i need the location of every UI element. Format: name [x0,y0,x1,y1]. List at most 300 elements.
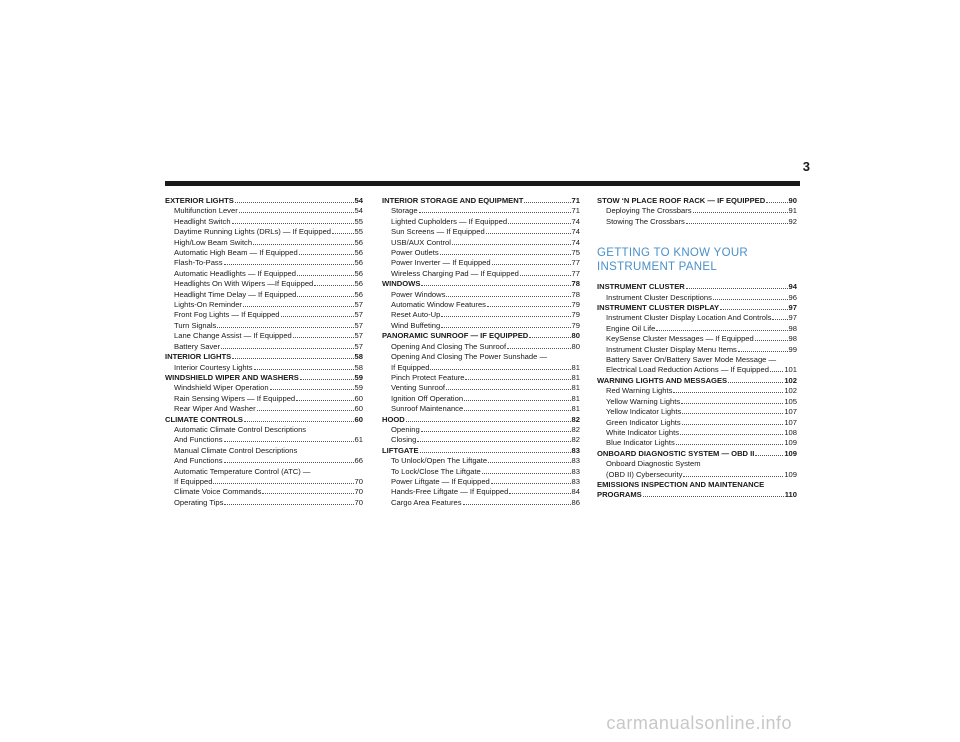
toc-entry-label: Rear Wiper And Washer [174,404,256,414]
toc-entry[interactable] [165,394,363,404]
toc-entry-label: Automatic High Beam — If Equipped [174,248,298,258]
toc-page-number: 79 [571,310,580,320]
toc-entry-continued[interactable] [165,446,363,456]
toc-page-number: 77 [571,268,580,278]
toc-entry[interactable] [597,438,797,448]
toc-leader-dots [508,223,570,224]
toc-page-number: 78 [571,279,580,289]
toc-entry[interactable] [597,206,797,216]
toc-entry[interactable] [382,310,580,320]
toc-entry-label: Power Outlets [391,248,439,258]
toc-leader-dots [440,254,571,255]
toc-page-number: 60 [354,393,363,403]
toc-entry[interactable] [382,477,580,487]
toc-entry-label: Electrical Load Reduction Actions — If Equipped [606,365,769,375]
toc-page-number: 86 [571,497,580,507]
toc-entry[interactable] [597,407,797,417]
toc-page-number: 83 [571,445,580,455]
toc-leader-dots [235,202,354,203]
toc-entry[interactable] [597,334,797,344]
toc-entry-label: To Lock/Close The Liftgate [391,466,481,476]
toc-entry-label: INTERIOR STORAGE AND EQUIPMENT [382,196,524,205]
toc-page-number: 109 [784,438,797,448]
toc-entry[interactable] [382,487,580,497]
toc-entry-label: Opening And Closing The Power Sunshade — [391,352,548,362]
toc-leader-dots [446,296,570,297]
toc-entry[interactable] [597,345,797,355]
toc-entry-label: CLIMATE CONTROLS [165,414,243,424]
toc-leader-dots [509,493,570,494]
toc-leader-dots [314,285,353,286]
toc-section-entry[interactable] [597,196,797,206]
toc-entry-label: Reset Auto-Up [391,310,441,320]
toc-entry-label: Climate Voice Commands [174,487,262,497]
toc-entry-label: Deploying The Crossbars [606,206,692,216]
toc-entry-label: Battery Saver [174,341,221,351]
toc-entry[interactable] [165,217,363,227]
toc-entry[interactable] [165,331,363,341]
toc-leader-dots [254,369,354,370]
toc-page-number: 56 [354,248,363,258]
toc-column-2 [382,196,580,508]
toc-page-number: 105 [784,396,797,406]
toc-entry-label: PANORAMIC SUNROOF — IF EQUIPPED [382,331,529,341]
toc-entry[interactable] [165,258,363,268]
toc-section-entry[interactable] [165,352,363,362]
toc-leader-dots [213,483,353,484]
toc-entry-continued[interactable] [597,459,797,469]
toc-entry[interactable] [165,227,363,237]
toc-entry-label: Lane Change Assist — If Equipped [174,331,292,341]
toc-page-number: 57 [354,300,363,310]
toc-page-number: 56 [354,258,363,268]
toc-page-number: 71 [571,196,580,205]
toc-page-number: 57 [354,331,363,341]
toc-entry-label: And Functions [174,456,223,466]
toc-page-number: 82 [571,414,580,424]
toc-entry-label: Yellow Indicator Lights [606,407,682,417]
toc-page-number: 109 [784,469,797,479]
toc-entry-label: Headlights On With Wipers —If Equipped [174,279,314,289]
toc-page-number: 83 [571,466,580,476]
toc-entry-label: Flash-To-Pass [174,258,223,268]
toc-entry-continued[interactable] [165,467,363,477]
toc-leader-dots [224,462,354,463]
toc-entry[interactable] [382,456,580,466]
toc-entry-label: Wind Buffeting [391,320,441,330]
toc-leader-dots [766,202,787,203]
toc-entry[interactable] [597,324,797,334]
toc-entry-label: Lights-On Reminder [174,300,242,310]
toc-entry-continued[interactable] [597,355,797,365]
toc-leader-dots [281,316,354,317]
toc-entry[interactable] [165,435,363,445]
page-number: 3 [802,159,810,174]
toc-entry[interactable] [165,487,363,497]
toc-page-number: 70 [354,476,363,486]
toc-page-number: 74 [571,227,580,237]
toc-entry[interactable] [165,248,363,258]
toc-column-3-top [597,196,797,227]
toc-leader-dots [441,316,570,317]
toc-leader-dots [406,421,571,422]
toc-leader-dots [232,358,353,359]
toc-entry-label: INSTRUMENT CLUSTER [597,282,685,292]
toc-page-number: 91 [788,206,797,216]
toc-entry[interactable] [165,321,363,331]
toc-entry[interactable] [597,428,797,438]
toc-entry[interactable] [165,456,363,466]
toc-leader-dots [656,330,787,331]
toc-entry-label: Headlight Time Delay — If Equipped [174,289,297,299]
toc-leader-dots [680,434,783,435]
toc-page-number: 81 [571,372,580,382]
toc-entry-label: Opening [391,424,420,434]
toc-entry[interactable] [165,269,363,279]
toc-leader-dots [224,264,354,265]
toc-leader-dots [482,473,571,474]
toc-leader-dots [421,285,570,286]
toc-leader-dots [683,476,783,477]
toc-entry-label: High/Low Beam Switch [174,237,253,247]
toc-entry-label: STOW ‘N PLACE ROOF RACK — IF EQUIPPED [597,196,766,205]
toc-page-number: 58 [354,352,363,362]
toc-entry-label: Blue Indicator Lights [606,438,675,448]
toc-leader-dots [772,319,787,320]
toc-page-number: 60 [354,414,363,424]
toc-entry[interactable] [597,313,797,323]
toc-page-number: 55 [354,216,363,226]
toc-page-number: 97 [788,313,797,323]
toc-entry-continued[interactable] [597,480,797,490]
toc-entry-label: Ignition Off Operation [391,393,464,403]
toc-leader-dots [720,309,787,310]
toc-entry-label: Storage [391,206,418,216]
toc-leader-dots [244,421,354,422]
toc-page-number: 107 [784,407,797,417]
toc-section-entry[interactable] [165,196,363,206]
toc-entry-label: Automatic Window Features [391,300,486,310]
toc-entry-label: INTERIOR LIGHTS [165,352,232,362]
section-title-line1: GETTING TO KNOW YOUR [597,247,749,260]
toc-page-number: 77 [571,258,580,268]
toc-page-number: 54 [354,196,363,205]
toc-leader-dots [728,382,783,383]
toc-leader-dots [297,275,354,276]
toc-entry-label: Power Windows [391,289,446,299]
toc-entry[interactable] [165,310,363,320]
toc-entry[interactable] [597,470,797,480]
toc-leader-dots [243,306,354,307]
toc-entry-label: USB/AUX Control [391,237,451,247]
toc-leader-dots [755,455,783,456]
toc-entry[interactable] [382,498,580,508]
toc-entry-label: INSTRUMENT CLUSTER DISPLAY [597,303,720,313]
toc-page-number: 98 [788,334,797,344]
toc-entry[interactable] [382,300,580,310]
toc-page-number: 56 [354,237,363,247]
toc-entry[interactable] [382,269,580,279]
toc-entry[interactable] [165,279,363,289]
toc-page-number: 74 [571,237,580,247]
toc-leader-dots [332,233,354,234]
toc-entry-continued[interactable] [165,425,363,435]
toc-page-number: 55 [354,227,363,237]
toc-leader-dots [464,410,570,411]
toc-column-1 [165,196,363,508]
toc-leader-dots [464,400,571,401]
toc-page-number: 107 [784,417,797,427]
toc-section-entry[interactable] [382,446,580,456]
toc-leader-dots [693,212,788,213]
toc-entry-label: Onboard Diagnostic System [606,459,701,469]
toc-entry[interactable] [382,363,580,373]
toc-leader-dots [270,389,354,390]
toc-entry[interactable] [165,363,363,373]
toc-leader-dots [488,462,570,463]
watermark: carmanualsonline.info [606,713,792,733]
toc-entry[interactable] [165,383,363,393]
toc-page-number: 79 [571,300,580,310]
toc-page-number: 81 [571,393,580,403]
toc-entry-label: Interior Courtesy Lights [174,362,253,372]
toc-entry-label: Lighted Cupholders — If Equipped [391,216,508,226]
toc-section-entry[interactable] [597,376,797,386]
toc-entry-label: White Indicator Lights [606,427,680,437]
toc-entry-label: LIFTGATE [382,445,419,455]
toc-leader-dots [239,212,354,213]
toc-page-number: 84 [571,487,580,497]
toc-page-number: 81 [571,404,580,414]
toc-leader-dots [253,244,353,245]
toc-leader-dots [486,233,571,234]
toc-section-entry[interactable] [597,490,797,500]
toc-entry-label: Power Inverter — If Equipped [391,258,491,268]
toc-page-number: 74 [571,216,580,226]
toc-entry-label: Battery Saver On/Battery Saver Mode Message — [606,355,777,365]
toc-entry[interactable] [597,293,797,303]
toc-leader-dots [770,371,783,372]
toc-page-number: 59 [354,383,363,393]
toc-entry-label: Opening And Closing The Sunroof [391,341,507,351]
toc-leader-dots [738,351,788,352]
toc-entry-label: If Equipped [174,476,213,486]
toc-leader-dots [430,369,570,370]
toc-entry[interactable] [597,386,797,396]
toc-page-number: 90 [788,196,797,205]
toc-section-entry[interactable] [382,331,580,341]
toc-entry-label: Automatic Climate Control Descriptions [174,424,307,434]
toc-leader-dots [524,202,570,203]
toc-page-number: 80 [571,331,580,341]
toc-entry[interactable] [382,373,580,383]
toc-entry-label: Closing [391,435,417,445]
toc-entry[interactable] [382,394,580,404]
toc-entry[interactable] [382,321,580,331]
toc-entry[interactable] [382,290,580,300]
toc-page-number: 94 [788,282,797,292]
toc-section-entry[interactable] [382,279,580,289]
toc-leader-dots [446,389,571,390]
toc-section-entry[interactable] [597,449,797,459]
toc-entry[interactable] [382,217,580,227]
toc-entry[interactable] [382,383,580,393]
toc-entry-label: WINDOWS [382,279,421,289]
toc-leader-dots [262,493,353,494]
toc-leader-dots [224,441,354,442]
toc-leader-dots [676,444,784,445]
toc-entry[interactable] [165,404,363,414]
toc-entry[interactable] [382,404,580,414]
toc-section-entry[interactable] [382,415,580,425]
toc-page-number: 75 [571,248,580,258]
toc-entry-label: Automatic Temperature Control (ATC) — [174,466,311,476]
toc-section-entry[interactable] [165,415,363,425]
toc-leader-dots [299,254,354,255]
toc-leader-dots [507,348,570,349]
toc-entry[interactable] [382,342,580,352]
toc-entry[interactable] [382,206,580,216]
toc-page-number: 71 [571,206,580,216]
toc-entry-label: Engine Oil Life [606,323,656,333]
toc-entry[interactable] [165,290,363,300]
toc-page-number: 56 [354,289,363,299]
toc-entry-label: Pinch Protect Feature [391,372,465,382]
toc-page-number: 70 [354,487,363,497]
toc-entry[interactable] [382,227,580,237]
toc-page-number: 97 [788,303,797,313]
toc-entry[interactable] [597,418,797,428]
toc-page-number: 81 [571,383,580,393]
toc-page-number: 99 [788,344,797,354]
toc-entry-label: Windshield Wiper Operation [174,383,269,393]
toc-leader-dots [465,379,570,380]
toc-entry-label: Red Warning Lights [606,386,673,396]
toc-leader-dots [224,504,353,505]
toc-page-number: 82 [571,435,580,445]
toc-leader-dots [686,223,788,224]
toc-entry[interactable] [165,498,363,508]
toc-page-number: 82 [571,424,580,434]
toc-entry-label: Yellow Warning Lights [606,396,681,406]
toc-page-number: 78 [571,289,580,299]
toc-entry-label: Instrument Cluster Descriptions [606,292,712,302]
toc-entry-label: WINDSHIELD WIPER AND WASHERS [165,372,299,382]
toc-entry[interactable] [382,238,580,248]
toc-leader-dots [520,275,571,276]
toc-leader-dots [686,288,788,289]
toc-entry[interactable] [165,342,363,352]
toc-entry-label: PROGRAMS [597,490,642,500]
toc-leader-dots [713,299,788,300]
toc-page-number: 83 [571,456,580,466]
header-rule [165,181,800,186]
toc-entry-label: Headlight Switch [174,216,231,226]
toc-section-entry[interactable] [382,196,580,206]
toc-page-number: 92 [788,216,797,226]
toc-leader-dots [417,441,570,442]
toc-entry[interactable] [382,248,580,258]
toc-leader-dots [221,348,354,349]
toc-entry-label: Daytime Running Lights (DRLs) — If Equipped [174,227,332,237]
toc-page-number: 79 [571,320,580,330]
toc-page-number: 59 [354,372,363,382]
toc-leader-dots [487,306,571,307]
toc-entry-label: WARNING LIGHTS AND MESSAGES [597,375,728,385]
toc-section-entry[interactable] [597,282,797,292]
toc-entry-label: EMISSIONS INSPECTION AND MAINTENANCE [597,479,765,489]
toc-leader-dots [293,337,354,338]
toc-entry-label: ONBOARD DIAGNOSTIC SYSTEM — OBD II [597,448,755,458]
toc-page-number: 70 [354,497,363,507]
toc-page-number: 83 [571,476,580,486]
toc-entry-label: Hands-Free Liftgate — If Equipped [391,487,509,497]
toc-entry-label: Venting Sunroof [391,383,446,393]
toc-leader-dots [673,392,783,393]
toc-entry[interactable] [597,365,797,375]
toc-entry[interactable] [382,467,580,477]
toc-leader-dots [681,403,783,404]
toc-entry-label: Operating Tips [174,497,224,507]
toc-leader-dots [755,340,788,341]
toc-leader-dots [492,264,571,265]
toc-entry[interactable] [165,206,363,216]
toc-entry-label: Rain Sensing Wipers — If Equipped [174,393,296,403]
toc-entry-label: Automatic Headlights — If Equipped [174,268,296,278]
toc-leader-dots [441,327,570,328]
toc-page-number: 96 [788,292,797,302]
toc-leader-dots [682,413,783,414]
toc-entry-label: Manual Climate Control Descriptions [174,445,298,455]
toc-section-entry[interactable] [165,373,363,383]
toc-entry-continued[interactable] [382,352,580,362]
toc-entry-label: If Equipped [391,362,430,372]
toc-page-number: 56 [354,268,363,278]
toc-entry[interactable] [165,300,363,310]
toc-entry-label: Instrument Cluster Display Menu Items [606,344,737,354]
toc-entry-label: Power Liftgate — If Equipped [391,476,490,486]
toc-page-number: 66 [354,456,363,466]
toc-leader-dots [300,379,354,380]
toc-entry-label: Front Fog Lights — If Equipped [174,310,280,320]
toc-page-number: 109 [784,448,797,458]
toc-leader-dots [452,244,571,245]
toc-leader-dots [463,504,571,505]
toc-leader-dots [232,223,354,224]
toc-leader-dots [419,212,571,213]
toc-entry[interactable] [382,425,580,435]
toc-entry[interactable] [165,477,363,487]
toc-entry[interactable] [597,397,797,407]
toc-entry-label: HOOD [382,414,405,424]
toc-entry-label: To Unlock/Open The Liftgate [391,456,488,466]
toc-entry[interactable] [165,238,363,248]
toc-section-entry[interactable] [597,303,797,313]
toc-page-number: 110 [784,490,797,500]
toc-entry-label: KeySense Cluster Messages — If Equipped [606,334,754,344]
toc-page-number: 56 [354,279,363,289]
toc-page-number: 57 [354,341,363,351]
toc-page-number: 102 [784,386,797,396]
toc-page-number: 108 [784,427,797,437]
toc-leader-dots [643,496,784,497]
toc-entry-label: EXTERIOR LIGHTS [165,196,234,205]
toc-entry[interactable] [382,435,580,445]
toc-entry-label: Turn Signals [174,320,217,330]
toc-leader-dots [217,327,353,328]
toc-entry[interactable] [597,217,797,227]
toc-entry[interactable] [382,258,580,268]
